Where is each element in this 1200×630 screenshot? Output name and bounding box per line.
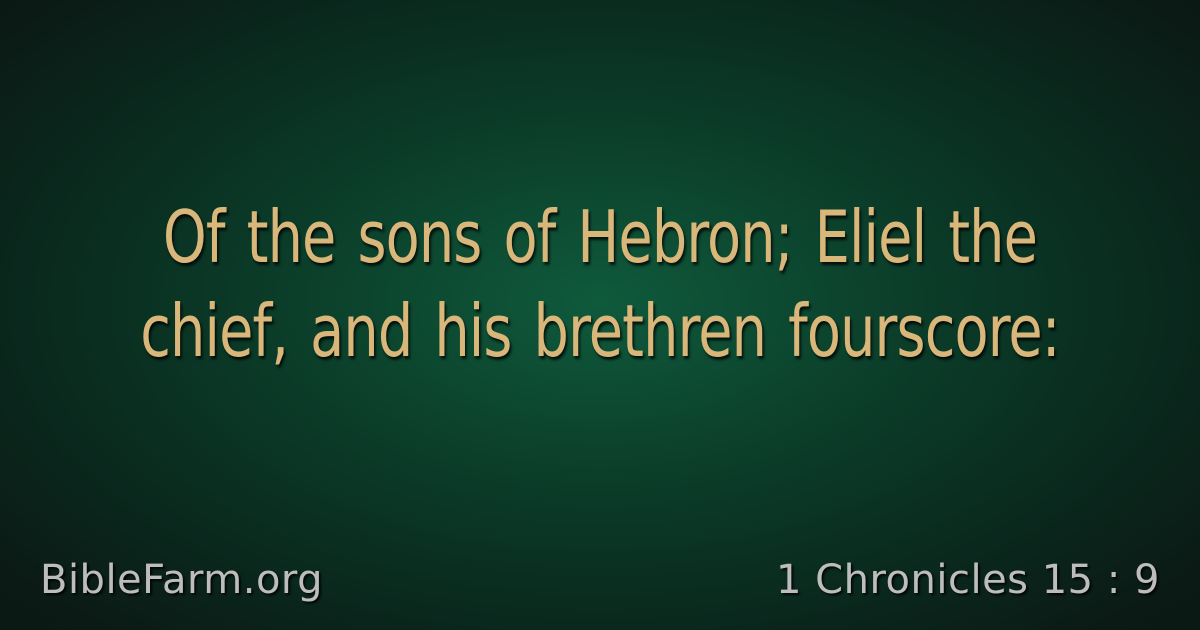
site-watermark: BibleFarm.org	[40, 557, 324, 603]
verse-line-2: chief, and his brethren fourscore:	[140, 289, 1060, 373]
verse-text	[118, 190, 1081, 378]
verse-line-1: Of the sons of Hebron; Eliel the	[162, 195, 1038, 279]
verse-reference: 1 Chronicles 15 : 9	[776, 557, 1160, 603]
